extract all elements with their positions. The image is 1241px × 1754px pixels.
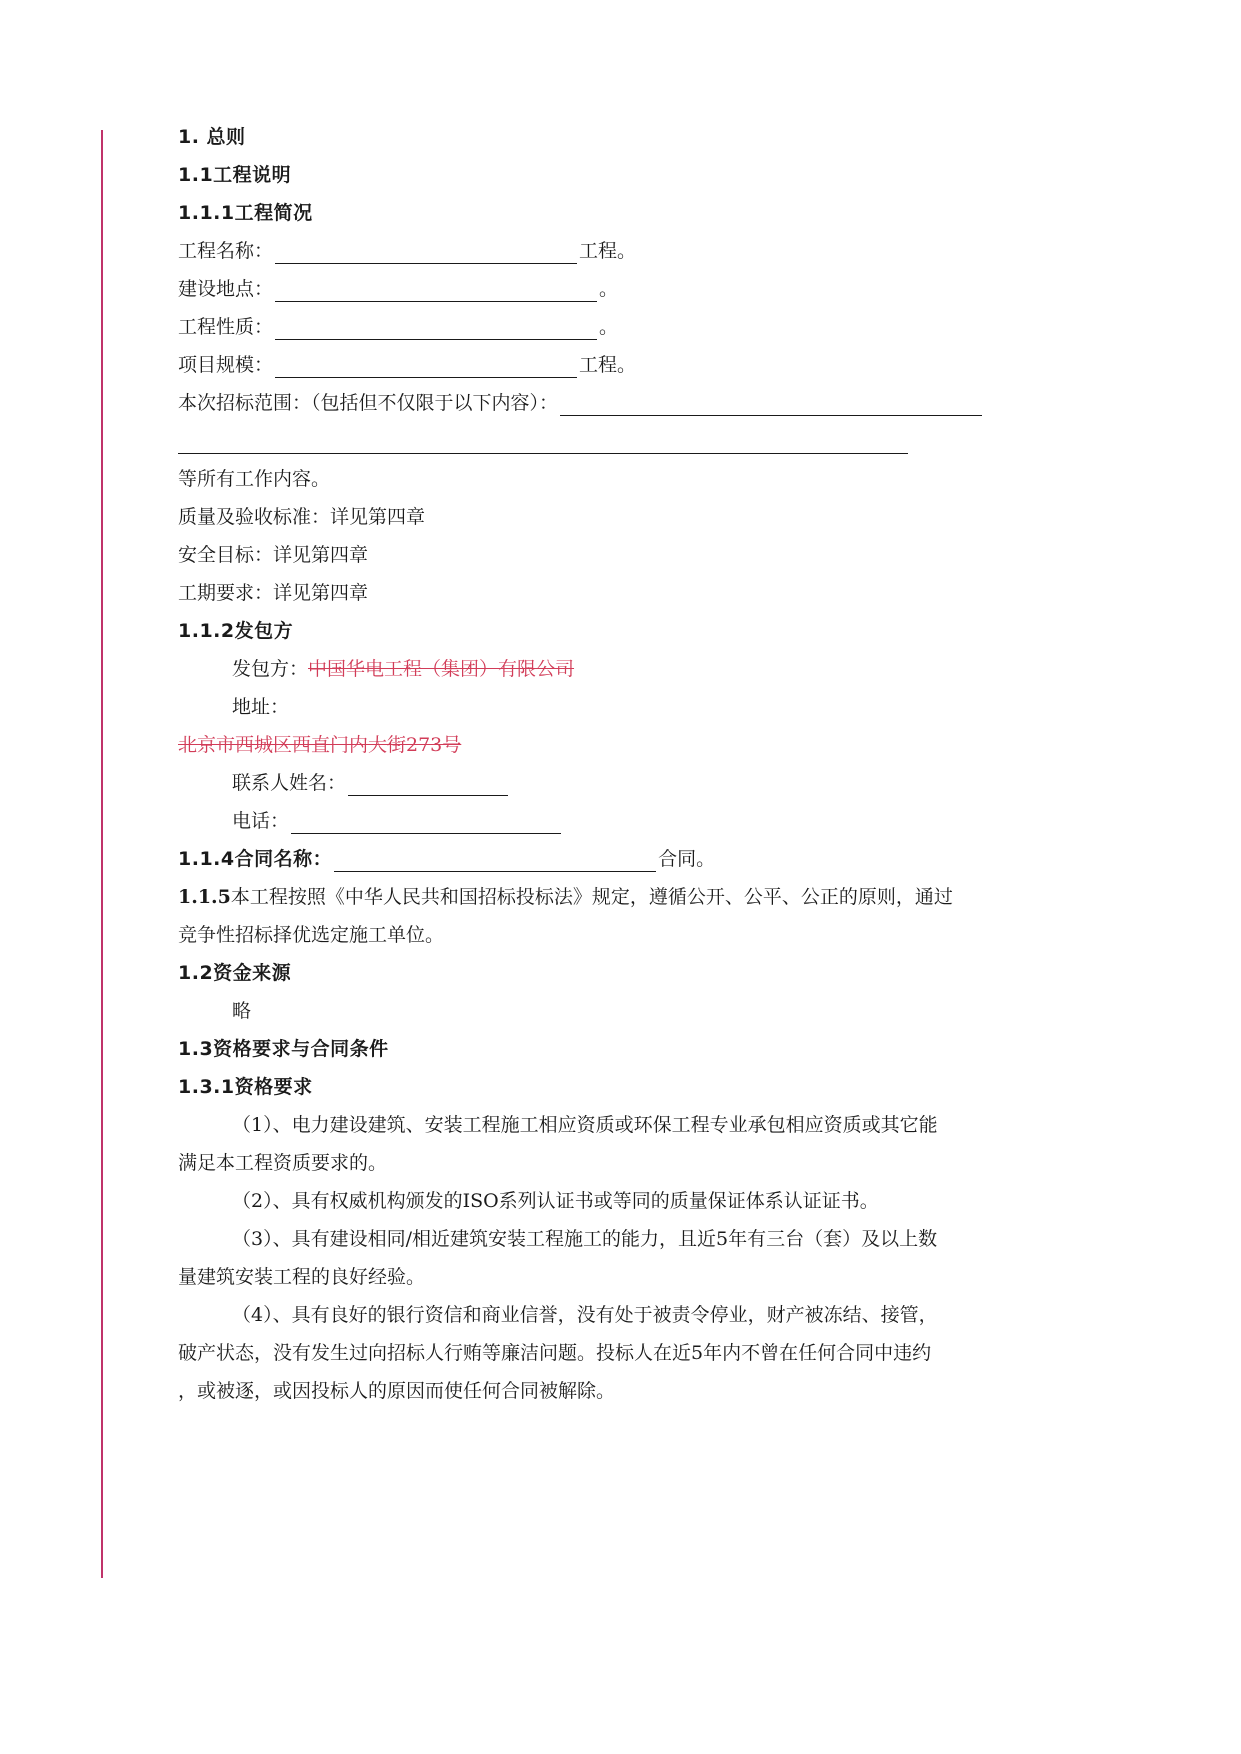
requirement-4-line-3: ，或被逐，或因投标人的原因而使任何合同被解除。 [178,1380,616,1402]
site-blank[interactable] [275,281,597,302]
scale-blank[interactable] [275,357,577,378]
employer-value-deleted: 中国华电工程（集团）有限公司 [308,658,575,680]
phone-label: 电话： [232,810,290,832]
section-1-3-heading: 1.3资格要求与合同条件 [178,1038,389,1060]
nature-suffix: 。 [599,316,619,338]
section-1-3-1-heading: 1.3.1资格要求 [178,1076,313,1098]
requirement-1-line-1: （1）、电力建设建筑、安装工程施工相应资质或环保工程专业承包相应资质或其它能 [232,1114,938,1136]
contract-name-blank[interactable] [334,851,656,872]
project-name-label: 工程名称： [178,240,274,262]
scope-row [178,390,984,416]
site-label: 建设地点： [178,278,274,300]
requirement-2-line-1: （2）、具有权威机构颁发的ISO系列认证书或等同的质量保证体系认证证书。 [232,1190,879,1212]
scope-blank-1[interactable] [560,395,982,416]
clause-1-1-5-number: 1.1.5 [178,886,231,908]
nature-row [178,314,618,340]
phone-row [178,808,563,834]
requirement-3-line-2: 量建筑安装工程的良好经验。 [178,1266,426,1288]
scale-label: 项目规模： [178,354,274,376]
project-name-suffix: 工程。 [579,240,637,262]
employer-row [178,656,574,682]
nature-label: 工程性质： [178,316,274,338]
contract-name-suffix: 合同。 [658,848,716,870]
section-1-1-heading: 1.1工程说明 [178,164,292,186]
clause-1-1-5-line-1 [178,884,953,910]
site-row [178,276,618,302]
address-row [178,732,461,758]
clause-1-1-5-text-1: 本工程按照《中华人民共和国招标投标法》规定，遵循公开、公平、公正的原则，通过 [230,886,953,908]
section-1-heading: 1. 总则 [178,126,246,148]
address-label: 地址： [232,696,290,718]
site-suffix: 。 [599,278,619,300]
employer-label: 发包方： [232,658,309,680]
project-name-row [178,238,636,264]
contact-row [178,770,510,796]
safety-target: 安全目标：详见第四章 [178,544,369,566]
scale-row [178,352,636,378]
section-1-1-1-heading: 1.1.1工程简况 [178,202,313,224]
quality-standard: 质量及验收标准：详见第四章 [178,506,426,528]
section-1-2-heading: 1.2资金来源 [178,962,292,984]
requirement-3-line-1: （3）、具有建设相同/相近建筑安装工程施工的能力，且近5年有三台（套）及以上数 [232,1228,938,1250]
clause-1-1-5-line-2: 竞争性招标择优选定施工单位。 [178,924,445,946]
funds-text: 略 [232,1000,252,1022]
revision-margin-bar [101,130,103,1578]
scope-continuation-row [178,428,910,454]
scope-blank-2[interactable] [178,433,908,454]
contact-label: 联系人姓名： [232,772,347,794]
schedule-requirement: 工期要求：详见第四章 [178,582,369,604]
contract-name-label: 1.1.4合同名称： [178,848,333,870]
contact-blank[interactable] [348,775,508,796]
scale-suffix: 工程。 [579,354,637,376]
contract-name-row [178,846,715,872]
requirement-1-line-2: 满足本工程资质要求的。 [178,1152,388,1174]
requirement-4-line-2: 破产状态，没有发生过向招标人行贿等廉洁问题。投标人在近5年内不曾在任何合同中违约 [178,1342,932,1364]
phone-blank[interactable] [291,813,561,834]
scope-end: 等所有工作内容。 [178,468,331,490]
nature-blank[interactable] [275,319,597,340]
project-name-blank[interactable] [275,243,577,264]
requirement-4-line-1: （4）、具有良好的银行资信和商业信誉，没有处于被责令停业，财产被冻结、接管， [232,1304,938,1326]
address-value-deleted: 北京市西城区西直门内大街273号 [178,734,462,756]
scope-label: 本次招标范围：（包括但不仅限于以下内容）： [178,392,559,414]
section-1-1-2-heading: 1.1.2发包方 [178,620,294,642]
